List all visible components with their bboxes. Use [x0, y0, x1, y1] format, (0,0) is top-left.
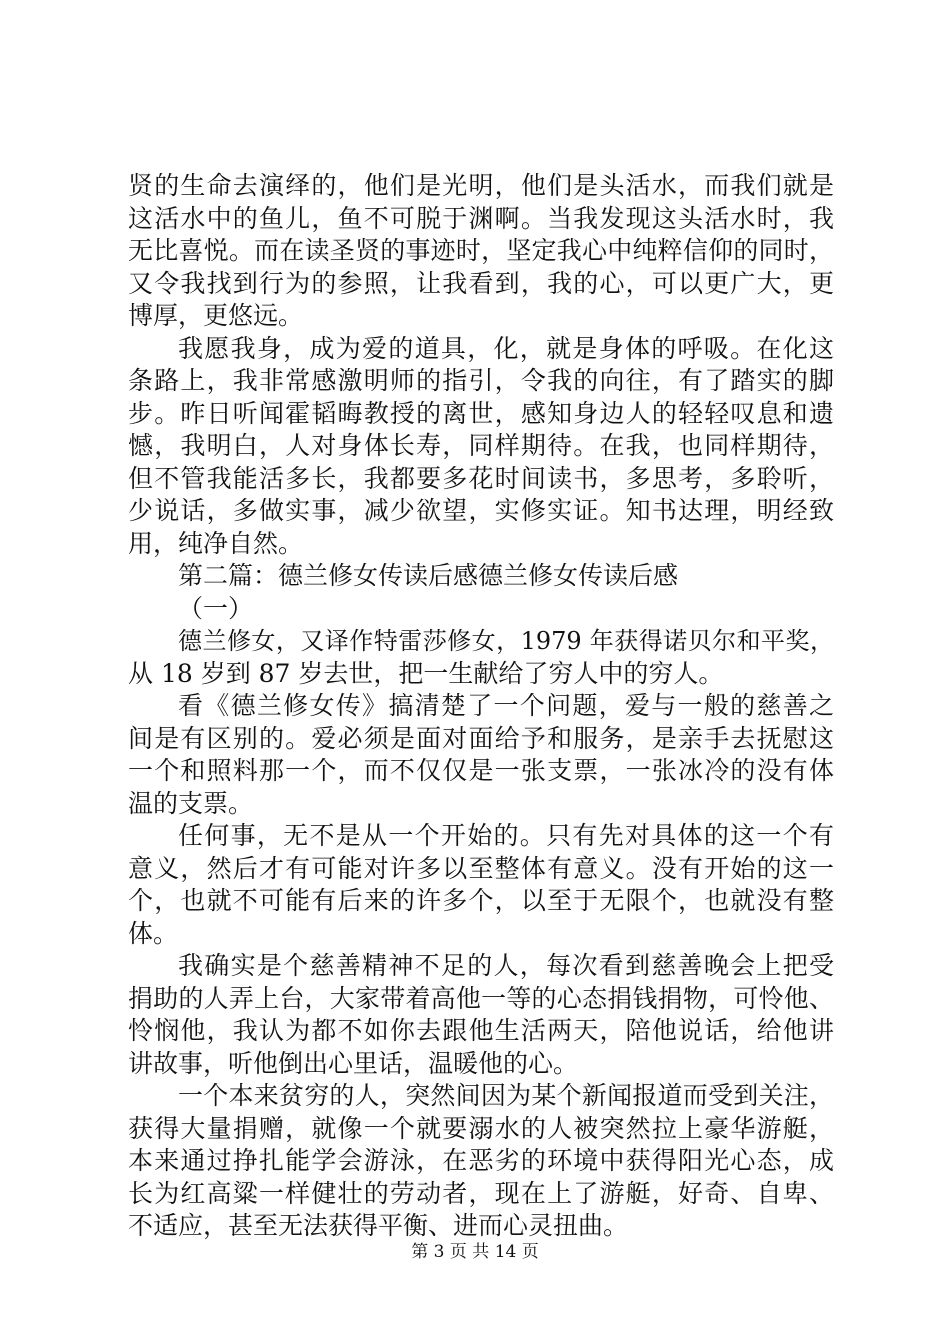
text-line: 任何事，无不是从一个开始的。只有先对具体的这一个有	[178, 821, 834, 850]
text-line: 我愿我身，成为爱的道具，化，就是身体的呼吸。在化这	[178, 333, 834, 363]
text-line: 用，纯净自然。	[128, 528, 304, 558]
text-line: 体。	[128, 918, 179, 948]
text-line: 少说话，多做实事，减少欲望，实修实证。知书达理，明经致	[128, 496, 834, 525]
text-line: 德兰修女，又译作特雷莎修女，1979 年获得诺贝尔和平奖，	[178, 627, 834, 655]
body-text	[128, 170, 834, 1243]
text-line: 又令我找到行为的参照，让我看到，我的心，可以更广大，更	[128, 268, 834, 298]
text-line: 意义，然后才有可能对许多以至整体有意义。没有开始的这一	[128, 853, 834, 883]
text-line: 贤的生命去演绎的，他们是光明，他们是头活水，而我们就是	[128, 171, 834, 200]
text-line: 看《德兰修女传》搞清楚了一个问题，爱与一般的慈善之	[178, 691, 834, 720]
text-line: 从 18 岁到 87 岁去世，把一生献给了穷人中的穷人。	[128, 658, 724, 688]
text-line: 间是有区别的。爱必须是面对面给予和服务，是亲手去抚慰这	[128, 723, 834, 753]
text-line: 怜悯他，我认为都不如你去跟他生活两天，陪他说话，给他讲	[128, 1016, 834, 1045]
text-line: 长为红高粱一样健壮的劳动者，现在上了游艇，好奇、自卑、	[128, 1178, 834, 1208]
text-line: 讲故事，听他倒出心里话，温暖他的心。	[128, 1048, 579, 1078]
text-line: 步。昨日听闻霍韬晦教授的离世，感知身边人的轻轻叹息和遗	[128, 398, 834, 428]
text-line: （一）	[178, 593, 254, 623]
text-line: 温的支票。	[128, 788, 254, 818]
text-line: 但不管我能活多长，我都要多花时间读书，多思考，多聆听，	[128, 463, 834, 493]
text-line: 憾，我明白，人对身体长寿，同样期待。在我，也同样期待，	[128, 431, 834, 460]
text-line: 不适应，甚至无法获得平衡、进而心灵扭曲。	[128, 1211, 629, 1240]
text-line: 无比喜悦。而在读圣贤的事迹时，坚定我心中纯粹信仰的同时，	[128, 236, 834, 265]
text-line: 条路上，我非常感激明师的指引，令我的向往，有了踏实的脚	[128, 366, 834, 395]
text-line: 博厚，更悠远。	[128, 301, 304, 330]
text-line: 个，也就不可能有后来的许多个，以至于无限个，也就没有整	[128, 886, 834, 915]
text-line: 第二篇：德兰修女传读后感德兰修女传读后感	[178, 561, 679, 590]
text-line: 捐助的人弄上台，大家带着高他一等的心态捐钱捐物，可怜他、	[128, 983, 834, 1013]
text-line: 一个本来贫穷的人，突然间因为某个新闻报道而受到关注，	[178, 1081, 834, 1110]
text-line: 一个和照料那一个，而不仅仅是一张支票，一张冰冷的没有体	[128, 756, 834, 785]
text-line: 本来通过挣扎能学会游泳，在恶劣的环境中获得阳光心态，成	[128, 1146, 834, 1175]
page-footer: 第 3 页 共 14 页	[411, 1242, 539, 1262]
text-line: 获得大量捐赠，就像一个就要溺水的人被突然拉上豪华游艇，	[128, 1113, 834, 1143]
text-line: 这活水中的鱼儿，鱼不可脱于渊啊。当我发现这头活水时，我	[128, 203, 834, 233]
text-line: 我确实是个慈善精神不足的人，每次看到慈善晚会上把受	[178, 951, 834, 980]
